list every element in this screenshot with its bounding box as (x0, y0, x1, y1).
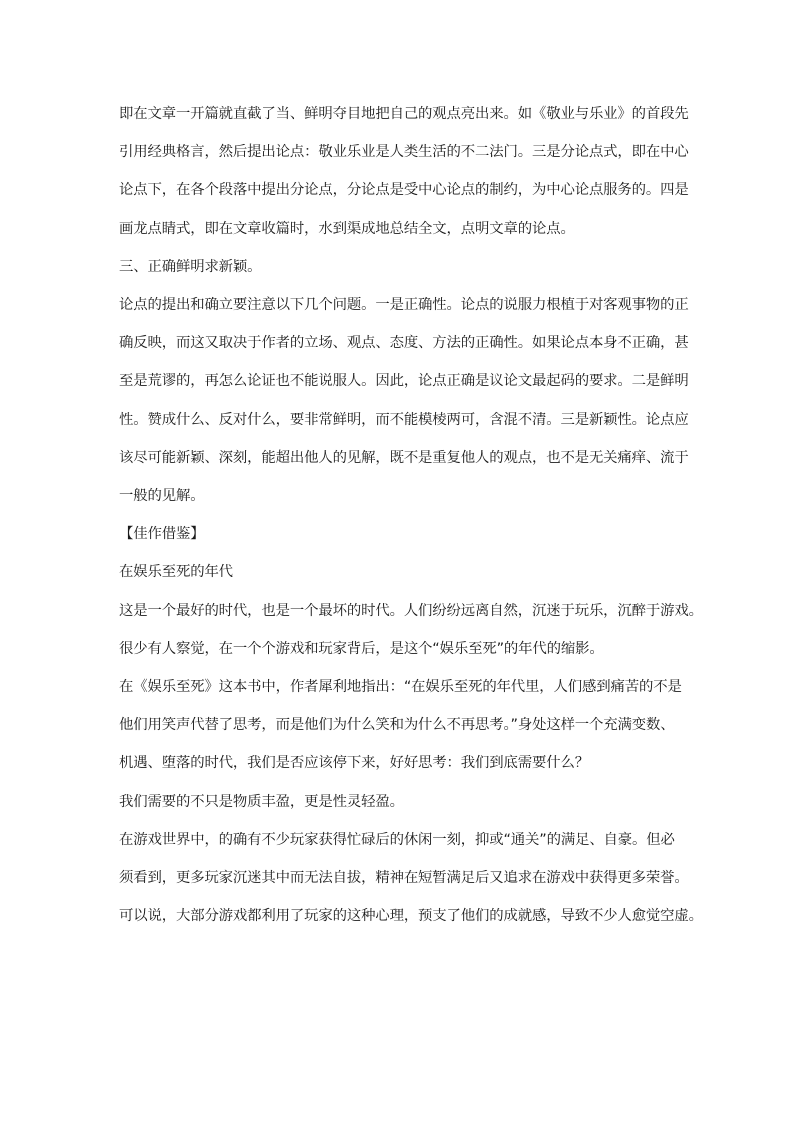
text-line: 一般的见解。 (119, 488, 205, 504)
text-line: 确反映，而这又取决于作者的立场、观点、态度、方法的正确性。如果论点本身不正确，甚 (119, 335, 689, 352)
text-line: 论点的提出和确立要注意以下几个问题。一是正确性。论点的说服力根植于对客观事物的正 (119, 297, 689, 313)
text-line: 这是一个最好的时代，也是一个最坏的时代。人们纷纷远离自然，沉迷于玩乐，沉醉于游戏。 (119, 602, 703, 619)
text-line: 即在文章一开篇就直截了当、鲜明夺目地把自己的观点亮出来。如《敬业与乐业》的首段先 (119, 106, 689, 122)
text-line: 论点下，在各个段落中提出分论点，分论点是受中心论点的制约，为中心论点服务的。四是 (119, 182, 689, 199)
text-line: 该尽可能新颖、深刻，能超出他人的见解，既不是重复他人的观点，也不是无关痛痒、流于 (119, 449, 689, 466)
text-line: 至是荒谬的，再怎么论证也不能说服人。因此，论点正确是议论文最起码的要求。二是鲜明 (119, 373, 689, 390)
text-line: 在娱乐至死的年代 (119, 564, 233, 581)
text-line: 三、正确鲜明求新颖。 (119, 258, 262, 275)
text-line: 可以说，大部分游戏都利用了玩家的这种心理，预支了他们的成就感，导致不少人愈觉空虚。 (119, 908, 703, 925)
text-line: 性。赞成什么、反对什么，要非常鲜明，而不能模棱两可，含混不清。三是新颖性。论点应 (119, 411, 689, 428)
text-line: 画龙点睛式，即在文章收篇时，水到渠成地总结全文，点明文章的论点。 (119, 220, 575, 237)
text-line: 很少有人察觉，在一个个游戏和玩家背后，是这个“娱乐至死”的年代的缩影。 (119, 640, 604, 657)
text-line: 在《娱乐至死》这本书中，作者犀利地指出：“在娱乐至死的年代里，人们感到痛苦的不是 (119, 679, 682, 695)
text-line: 引用经典格言，然后提出论点：敬业乐业是人类生活的不二法门。三是分论点式，即在中心 (119, 144, 689, 161)
text-line: 须看到，更多玩家沉迷其中而无法自拔，精神在短暂满足后又追求在游戏中获得更多荣誉。 (119, 869, 689, 886)
text-line: 我们需要的不只是物质丰盈，更是性灵轻盈。 (119, 793, 404, 810)
text-line: 机遇、堕落的时代，我们是否应该停下来，好好思考：我们到底需要什么？ (119, 755, 589, 772)
text-line: 在游戏世界中，的确有不少玩家获得忙碌后的休闲一刻，抑或“通关”的满足、自豪。但必 (119, 831, 675, 848)
text-line: 他们用笑声代替了思考，而是他们为什么笑和为什么不再思考。”身处这样一个充满变数、 (119, 717, 675, 734)
text-line: 【佳作借鉴】 (119, 526, 205, 543)
